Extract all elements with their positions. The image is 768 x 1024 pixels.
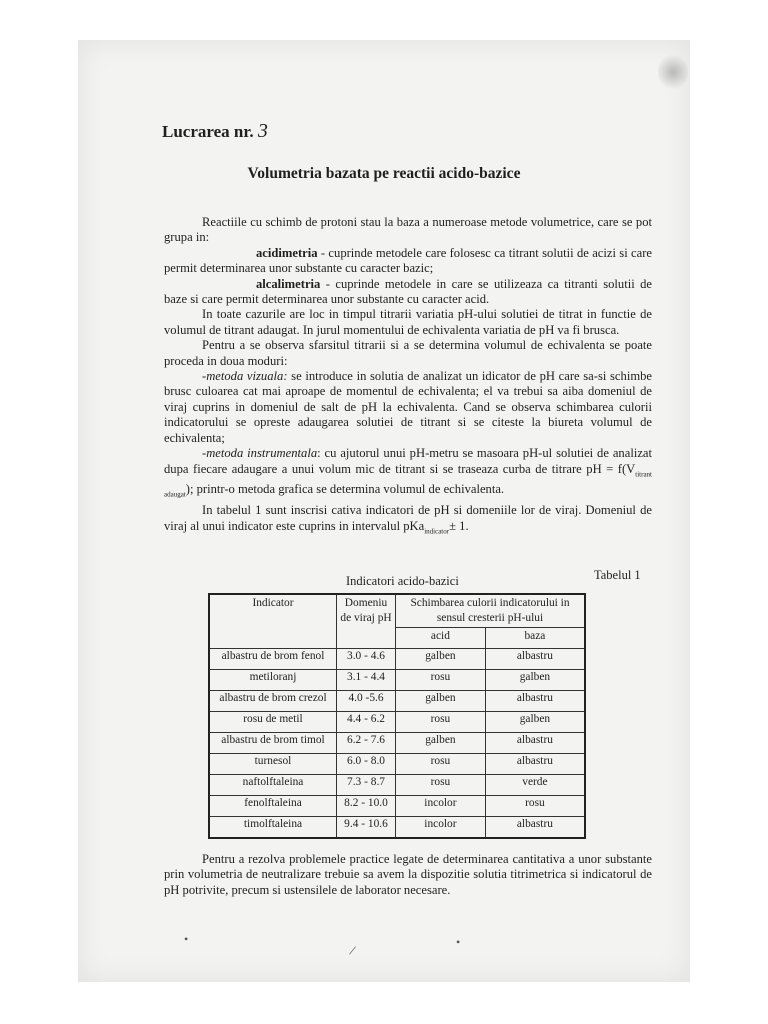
header-indicator: Indicator: [209, 594, 337, 649]
cell-acid: rosu: [396, 775, 486, 796]
heading-number: 3: [257, 120, 268, 142]
cell-baza: galben: [485, 670, 585, 691]
instrumental-method-text-a: : cu ajutorul unui pH-metru se masoara pH-ul solutiei de analizat dupa fiecare adaugare a unui volum mic de titrant si se traseaza curba de titrare pH = f(V: [164, 446, 652, 476]
alcalimetria-text: - cuprinde metodele in care se utilizeaza ca titranti solutii de baze si care permit determinarea unor substante cu caracter acid.: [164, 276, 652, 307]
table-header-row: [209, 594, 585, 628]
heading-label: Lucrarea nr.: [162, 122, 254, 141]
cell-acid: rosu: [396, 712, 486, 733]
cell-indicator: naftolftaleina: [209, 775, 337, 796]
visual-method-text: se introduce in solutia de analizat un idicator de pH care sa-si schimbe brusc culoarea cat mai aproape de momentul de echivalenta; el va trebui sa aiba domeniul de viraj cuprins in domeniul de salt de pH la echivalenta. Cand se observa schimbarea culorii indicatorului se opreste adaugarea solutiei de titrant si se citeste la biureta volumul de echivalenta;: [164, 369, 652, 445]
acidimetria-paragraph: [164, 246, 652, 277]
cell-domain: 3.1 - 4.4: [337, 670, 396, 691]
cell-acid: incolor: [396, 796, 486, 817]
page-title: Volumetria bazata pe reactii acido-bazice: [247, 165, 521, 182]
cell-acid: rosu: [396, 670, 486, 691]
instrumental-method-paragraph: [164, 446, 652, 503]
table-row: [209, 670, 585, 691]
speck-mark: •: [184, 932, 189, 946]
instrumental-method-text-b: ); printr-o metoda grafica se determina volumul de echivalenta.: [185, 482, 505, 497]
cell-indicator: albastru de brom crezol: [209, 691, 337, 712]
cell-acid: rosu: [396, 754, 486, 775]
body-text: [164, 215, 652, 540]
cell-baza: verde: [485, 775, 585, 796]
cell-indicator: turnesol: [209, 754, 337, 775]
table-row: [209, 775, 585, 796]
header-domain: Domeniu de viraj pH: [337, 594, 396, 649]
closing-text: Pentru a rezolva problemele practice legate de determinarea cantitativa a unor substante prin volumetria de neutralizare trebuie sa avem la dispozitie solutia titrimetrica si indicatorul de pH potrivite, precum si ustensilele de laborator necesare.: [164, 852, 652, 897]
table-row: [209, 796, 585, 817]
cell-baza: rosu: [485, 796, 585, 817]
alcalimetria-paragraph: [164, 277, 652, 308]
cell-domain: 6.0 - 8.0: [337, 754, 396, 775]
table-row: [209, 817, 585, 839]
cell-domain: 4.4 - 6.2: [337, 712, 396, 733]
cell-indicator: fenolftaleina: [209, 796, 337, 817]
visual-method-paragraph: [164, 369, 652, 446]
header-acid: acid: [396, 628, 486, 649]
acidimetria-text: - cuprinde metodele care folosesc ca titrant solutii de acizi si care permit determinarea unor substante cu caracter bazic;: [164, 245, 652, 276]
cell-indicator: albastru de brom fenol: [209, 649, 337, 670]
paragraph-ph-variation: In toate cazurile are loc in timpul titrarii variatia pH-ului solutiei de titrat in functie de volumul de titrant adaugat. In jurul momentului de echivalenta variatia de pH va fi brusca.: [164, 307, 652, 337]
cell-domain: 7.3 - 8.7: [337, 775, 396, 796]
cell-domain: 4.0 -5.6: [337, 691, 396, 712]
cell-acid: galben: [396, 733, 486, 754]
table-row: [209, 649, 585, 670]
alcalimetria-term: alcalimetria: [256, 276, 321, 291]
cell-indicator: metiloranj: [209, 670, 337, 691]
cell-baza: albastru: [485, 754, 585, 775]
table-row: [209, 733, 585, 754]
cell-baza: albastru: [485, 649, 585, 670]
instrumental-method-subscript: titrant adaugat: [164, 470, 652, 499]
cell-domain: 6.2 - 7.6: [337, 733, 396, 754]
header-baza: baza: [485, 628, 585, 649]
document-page: [78, 40, 690, 982]
intro-paragraph: Reactiile cu schimb de protoni stau la baza a numeroase metode volumetrice, care se pot grupa in:: [164, 215, 652, 245]
cell-baza: galben: [485, 712, 585, 733]
cell-domain: 3.0 - 4.6: [337, 649, 396, 670]
table-row: [209, 712, 585, 733]
header-color-change: Schimbarea culorii indicatorului in sensul cresterii pH-ului: [396, 594, 586, 628]
cell-baza: albastru: [485, 691, 585, 712]
instrumental-method-term: -metoda instrumentala: [202, 446, 318, 461]
table-reference-text-a: In tabelul 1 sunt inscrisi cativa indicatori de pH si domeniile lor de viraj. Domeniul de viraj al unui indicator este cuprins in intervalul pKa: [164, 503, 652, 533]
cell-indicator: rosu de metil: [209, 712, 337, 733]
cell-acid: galben: [396, 649, 486, 670]
table-row: [209, 754, 585, 775]
lab-heading: [162, 120, 268, 143]
table-reference-subscript: indicator: [424, 527, 450, 536]
cell-acid: incolor: [396, 817, 486, 839]
table-label: Tabelul 1: [594, 568, 641, 582]
acidimetria-term: acidimetria: [256, 245, 318, 260]
page-stain: [658, 52, 688, 92]
closing-paragraph: [164, 852, 652, 898]
cell-indicator: albastru de brom timol: [209, 733, 337, 754]
indicators-table: [208, 593, 586, 839]
pen-mark: /: [347, 943, 357, 960]
table-caption: Indicatori acido-bazici: [346, 574, 459, 588]
cell-domain: 9.4 - 10.6: [337, 817, 396, 839]
paragraph-two-methods: Pentru a se observa sfarsitul titrarii si a se determina volumul de echivalenta se poate proceda in doua moduri:: [164, 338, 652, 368]
speck-mark: •: [456, 935, 461, 949]
table-row: [209, 691, 585, 712]
cell-indicator: timolftaleina: [209, 817, 337, 839]
table-reference-text-b: ± 1.: [449, 518, 469, 533]
cell-acid: galben: [396, 691, 486, 712]
cell-domain: 8.2 - 10.0: [337, 796, 396, 817]
cell-baza: albastru: [485, 817, 585, 839]
paragraph-table-reference: [164, 503, 652, 539]
visual-method-term: -metoda vizuala:: [202, 369, 288, 384]
cell-baza: albastru: [485, 733, 585, 754]
